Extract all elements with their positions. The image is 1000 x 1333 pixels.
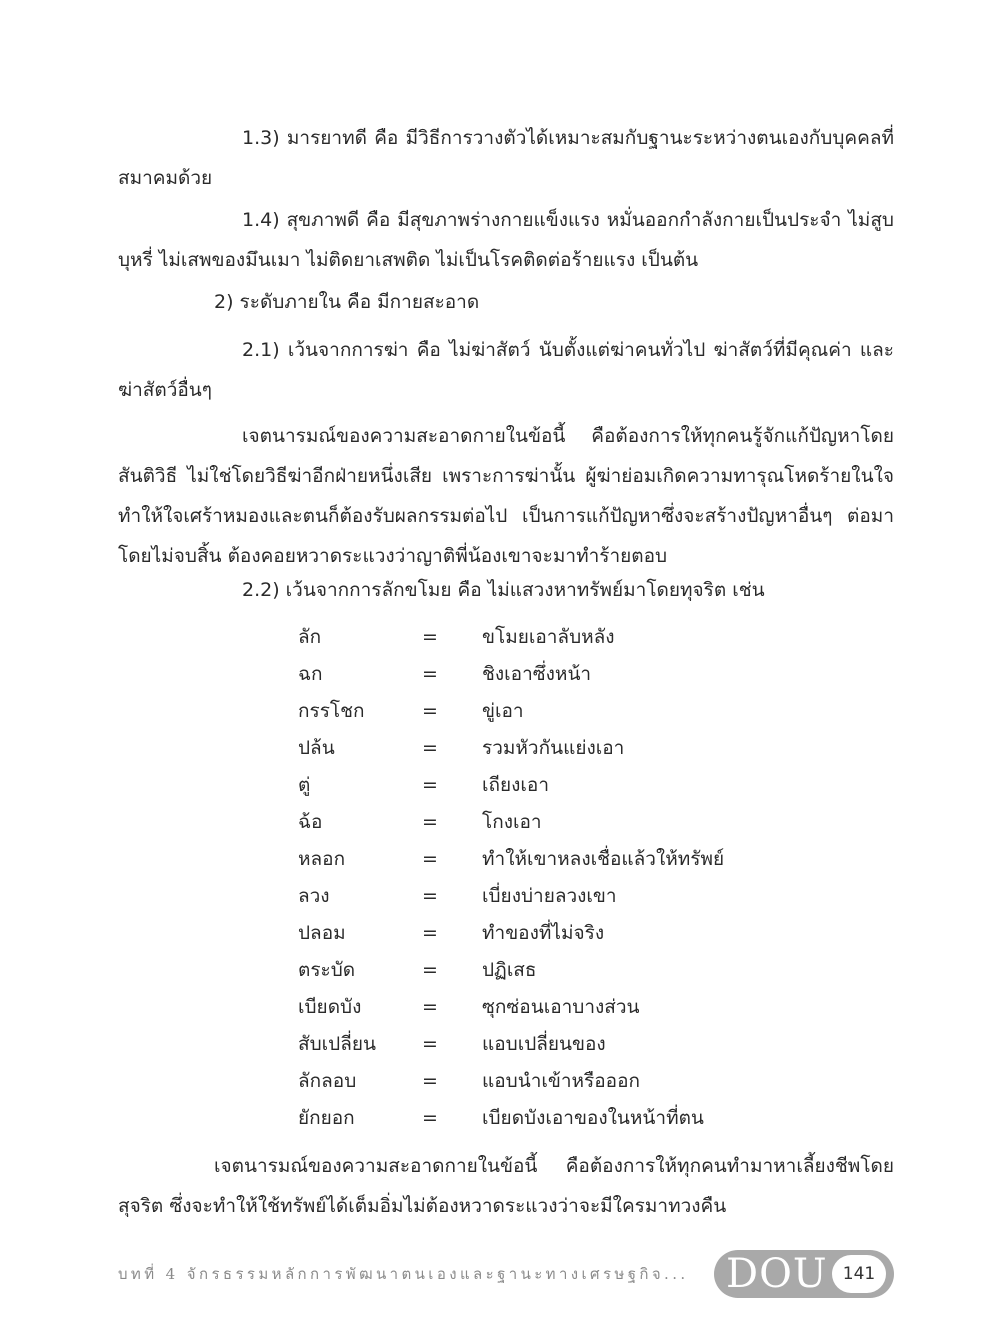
term-row: [298, 1099, 818, 1136]
term-definition: ปฏิเสธ: [482, 958, 537, 981]
term-word: หลอก: [298, 847, 346, 870]
term-equals: =: [422, 921, 438, 944]
term-row: [298, 1062, 818, 1099]
theft-terms-list: [298, 618, 818, 1136]
paragraph-intent-2: เจตนารมณ์ของความสะอาดกายในข้อนี้ คือต้องการให้ทุกคนทำมาหาเลี้ยงชีพโดยสุจริต ซึ่งจะทำให้ใช้ทรัพย์ได้เต็มอิ่มไม่ต้องหวาดระแวงว่าจะมีใครมาทวงคืน: [118, 1155, 894, 1217]
term-equals: =: [422, 995, 438, 1018]
term-word: ลักลอบ: [298, 1069, 357, 1092]
term-definition: ทำให้เขาหลงเชื่อแล้วให้ทรัพย์: [482, 847, 725, 870]
term-equals: =: [422, 884, 438, 907]
term-word: สับเปลี่ยน: [298, 1032, 376, 1055]
chapter-footer-title: บทที่ 4 จักรธรรมหลักการพัฒนาตนเองและฐานะทางเศรษฐกิจ...: [118, 1265, 689, 1283]
term-row: [298, 877, 818, 914]
term-equals: =: [422, 1106, 438, 1129]
term-word: ยักยอก: [298, 1106, 355, 1129]
term-equals: =: [422, 736, 438, 759]
term-row: [298, 988, 818, 1025]
term-word: ตู่: [298, 773, 311, 796]
paragraph-2-2: 2.2) เว้นจากการลักขโมย คือ ไม่แสวงหาทรัพย์มาโดยทุจริต เช่น: [242, 579, 765, 601]
term-row: [298, 692, 818, 729]
page-number: 141: [832, 1255, 886, 1293]
term-row: [298, 840, 818, 877]
paragraph-2: 2) ระดับภายใน คือ มีกายสะอาด: [214, 291, 480, 313]
paragraph-1-4: 1.4) สุขภาพดี คือ มีสุขภาพร่างกายแข็งแรง หมั่นออกกำลังกายเป็นประจำ ไม่สูบบุหรี่ ไม่เสพของมึนเมา ไม่ติดยาเสพติด ไม่เป็นโรคติดต่อร้ายแรง เป็นต้น: [118, 209, 894, 271]
term-equals: =: [422, 958, 438, 981]
term-definition: แอบนำเข้าหรือออก: [482, 1069, 640, 1092]
term-row: [298, 729, 818, 766]
term-word: ฉก: [298, 662, 323, 685]
term-equals: =: [422, 625, 438, 648]
term-row: [298, 803, 818, 840]
term-word: ตระบัด: [298, 958, 356, 981]
dou-logo: DOU: [726, 1251, 828, 1297]
term-row: [298, 1025, 818, 1062]
term-word: กรรโชก: [298, 699, 365, 722]
term-definition: ขู่เอา: [482, 699, 524, 722]
term-definition: ซุกซ่อนเอาบางส่วน: [482, 995, 640, 1018]
term-definition: รวมหัวกันแย่งเอา: [482, 736, 625, 759]
term-row: [298, 655, 818, 692]
term-word: ลัก: [298, 625, 322, 648]
term-word: ฉ้อ: [298, 810, 323, 833]
term-equals: =: [422, 1069, 438, 1092]
term-word: ปลอม: [298, 921, 346, 944]
term-equals: =: [422, 810, 438, 833]
term-equals: =: [422, 699, 438, 722]
paragraph-2-1: 2.1) เว้นจากการฆ่า คือ ไม่ฆ่าสัตว์ นับตั้งแต่ฆ่าคนทั่วไป ฆ่าสัตว์ที่มีคุณค่า และฆ่าสัตว์อื่นๆ: [118, 339, 894, 401]
term-definition: เบี่ยงบ่ายลวงเขา: [482, 884, 617, 907]
term-definition: ชิงเอาซึ่งหน้า: [482, 662, 592, 685]
term-word: เบียดบัง: [298, 995, 362, 1018]
term-definition: ขโมยเอาลับหลัง: [482, 625, 615, 648]
term-definition: เถียงเอา: [482, 773, 549, 796]
page-footer: [118, 1250, 894, 1298]
term-row: [298, 766, 818, 803]
paragraph-1-3: 1.3) มารยาทดี คือ มีวิธีการวางตัวได้เหมาะสมกับฐานะระหว่างตนเองกับบุคคลที่สมาคมด้วย: [118, 127, 894, 189]
term-equals: =: [422, 1032, 438, 1055]
term-definition: ทำของที่ไม่จริง: [482, 921, 605, 944]
term-equals: =: [422, 847, 438, 870]
dou-badge: [714, 1250, 894, 1298]
paragraph-intent-1: เจตนารมณ์ของความสะอาดกายในข้อนี้ คือต้องการให้ทุกคนรู้จักแก้ปัญหาโดยสันติวิธี ไม่ใช่โดยวิธีฆ่าอีกฝ่ายหนึ่งเสีย เพราะการฆ่านั้น ผู้ฆ่าย่อมเกิดความทารุณโหดร้ายในใจ ทำให้ใจเศร้าหมองและตนก็ต้องรับผลกรรมต่อไป เป็นการแก้ปัญหาซึ่งจะสร้างปัญหาอื่นๆ ต่อมา โดยไม่จบสิ้น ต้องคอยหวาดระแวงว่าญาติพี่น้องเขาจะมาทำร้ายตอบ: [118, 425, 894, 567]
term-row: [298, 618, 818, 655]
term-word: ลวง: [298, 884, 330, 907]
term-word: ปล้น: [298, 736, 335, 759]
term-definition: เบียดบังเอาของในหน้าที่ตน: [482, 1106, 704, 1129]
term-definition: แอบเปลี่ยนของ: [482, 1032, 606, 1055]
term-row: [298, 914, 818, 951]
term-equals: =: [422, 662, 438, 685]
term-definition: โกงเอา: [482, 810, 542, 833]
term-equals: =: [422, 773, 438, 796]
term-row: [298, 951, 818, 988]
